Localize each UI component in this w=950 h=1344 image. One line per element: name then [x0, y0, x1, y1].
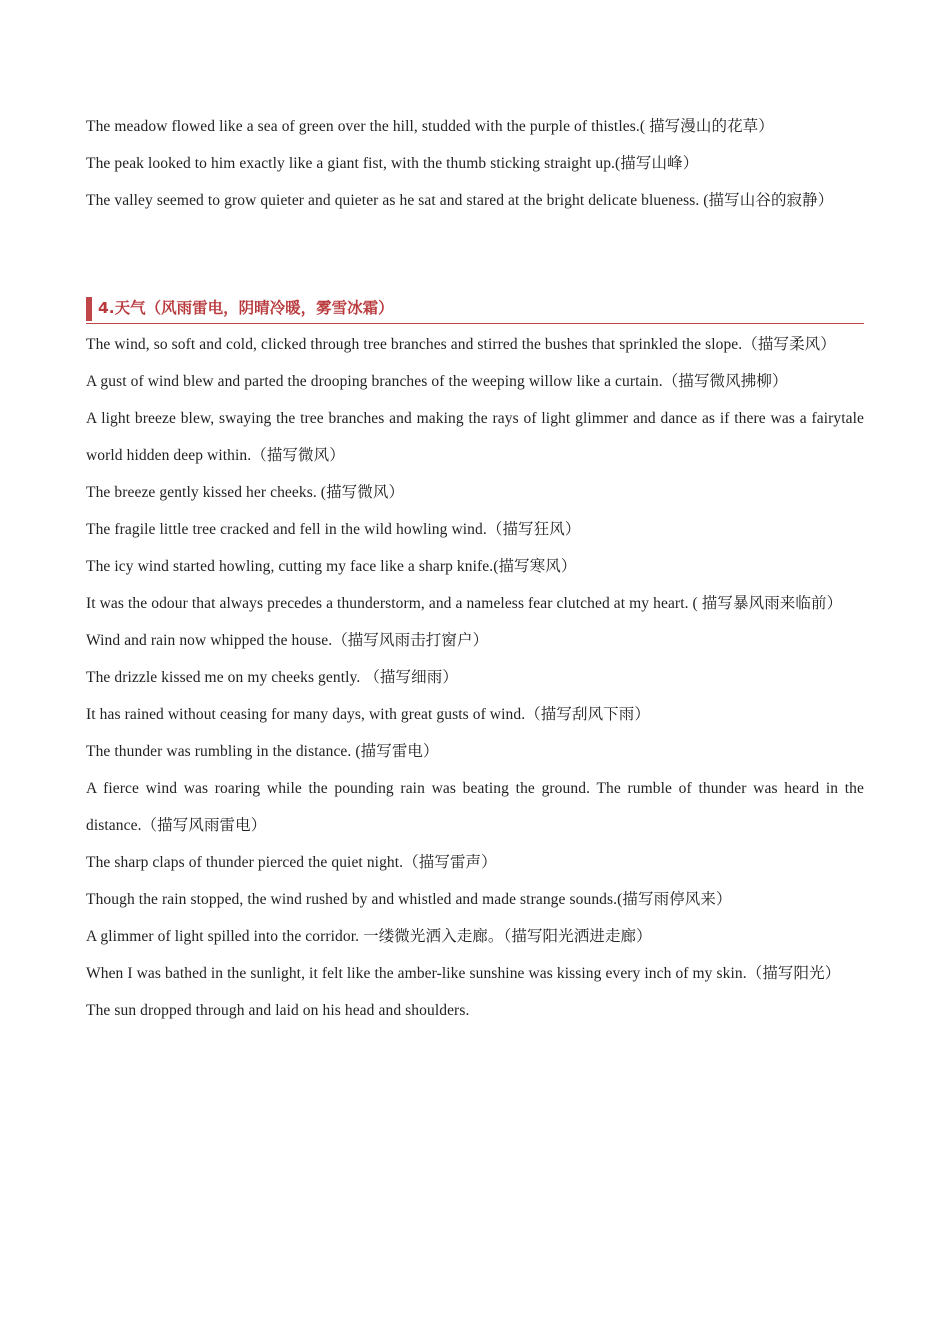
paragraph-light-breeze: A light breeze blew, swaying the tree branches and making the rays of light glimmer and dance as if there was a fairytale world hidden deep within.（描写微风） — [86, 410, 864, 464]
paragraph-thunderstorm-odour: It was the odour that always precedes a thunderstorm, and a nameless fear clutched at my heart. ( 描写暴风雨来临前） — [86, 595, 843, 612]
paragraph-willow-breeze: A gust of wind blew and parted the drooping branches of the weeping willow like a curtain.（描写微风拂柳） — [86, 373, 788, 390]
document-body — [86, 108, 864, 1029]
heading-accent-bar — [86, 297, 92, 321]
paragraph-drizzle: The drizzle kissed me on my cheeks gently. （描写细雨） — [86, 669, 458, 686]
paragraph-icy-wind: The icy wind started howling, cutting my face like a sharp knife.(描写寒风） — [86, 558, 577, 575]
paragraph-breeze-cheeks: The breeze gently kissed her cheeks. (描写微风） — [86, 484, 405, 501]
section-heading-text: 4.天气（风雨雷电，阴晴冷暖，雾雪冰霜） — [98, 299, 394, 317]
paragraph-light-corridor: A glimmer of light spilled into the corridor. 一缕微光洒入走廊。（描写阳光洒进走廊） — [86, 928, 652, 945]
paragraph-peak: The peak looked to him exactly like a giant fist, with the thumb sticking straight up.(描写山峰） — [86, 155, 699, 172]
paragraph-valley: The valley seemed to grow quieter and quieter as he sat and stared at the bright delicate blueness. (描写山谷的寂静） — [86, 192, 834, 209]
paragraph-sunlight-bathed: When I was bathed in the sunlight, it felt like the amber-like sunshine was kissing every inch of my skin.（描写阳光） — [86, 965, 841, 982]
paragraph-soft-wind: The wind, so soft and cold, clicked through tree branches and stirred the bushes that sprinkled the slope.（描写柔风） — [86, 336, 836, 353]
paragraph-thunder-rumbling: The thunder was rumbling in the distance. (描写雷电） — [86, 743, 439, 760]
section-spacer — [86, 219, 864, 293]
paragraph-howling-wind: The fragile little tree cracked and fell in the wild howling wind.（描写狂风） — [86, 521, 581, 538]
paragraph-meadow: The meadow flowed like a sea of green over the hill, studded with the purple of thistles.( 描写漫山的花草） — [86, 118, 774, 135]
paragraph-thunder-claps: The sharp claps of thunder pierced the quiet night.（描写雷声） — [86, 854, 497, 871]
section-heading — [86, 293, 864, 324]
paragraph-wind-rain-house: Wind and rain now whipped the house.（描写风雨击打窗户） — [86, 632, 489, 649]
paragraph-fierce-wind: A fierce wind was roaring while the pounding rain was beating the ground. The rumble of thunder was heard in the distance.（描写风雨雷电） — [86, 780, 864, 834]
paragraph-rain-gusts: It has rained without ceasing for many days, with great gusts of wind.（描写刮风下雨） — [86, 706, 650, 723]
paragraph-sun-dropped: The sun dropped through and laid on his head and shoulders. — [86, 1002, 470, 1019]
paragraph-rain-stopped: Though the rain stopped, the wind rushed by and whistled and made strange sounds.(描写雨停风来） — [86, 891, 732, 908]
